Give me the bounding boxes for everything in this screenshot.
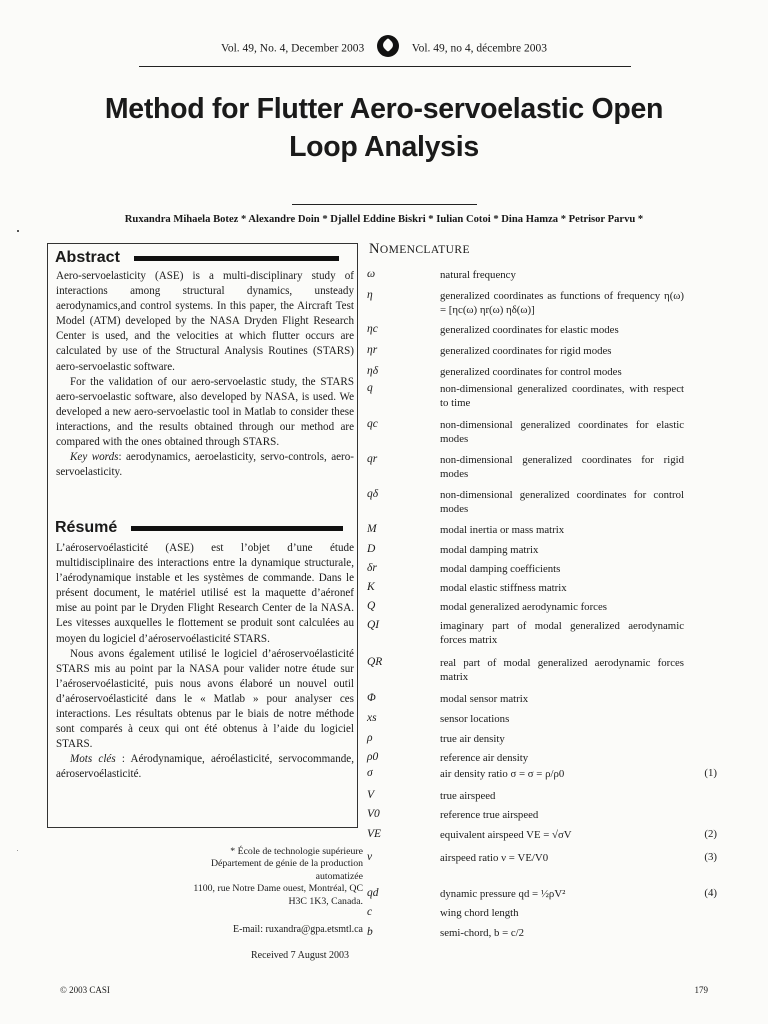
- nomenclature-definition: generalized coordinates as functions of frequency η(ω) = [ηc(ω) ηr(ω) ηδ(ω)]: [440, 290, 684, 316]
- nomenclature-definition: natural frequency: [440, 269, 516, 281]
- nomenclature-symbol: qd: [367, 887, 379, 899]
- affiliation: [103, 846, 363, 908]
- nomenclature-symbol: QI: [367, 619, 380, 631]
- nomenclature-definition: reference air density: [440, 752, 529, 764]
- nomenclature-definition: modal damping matrix: [440, 544, 539, 556]
- volume-fr: Vol. 49, no 4, décembre 2003: [411, 42, 547, 55]
- paper-title: [60, 90, 708, 166]
- nomenclature-symbol: QR: [367, 656, 383, 668]
- nomenclature-definition: generalized coordinates for control modes: [440, 366, 622, 378]
- affil-line: Département de génie de la production: [210, 858, 363, 870]
- nomenclature-symbol: ρ: [367, 732, 373, 744]
- affil-line: H3C 1K3, Canada.: [288, 895, 363, 907]
- abstract-heading: [55, 249, 339, 267]
- nomenclature-definition: modal inertia or mass matrix: [440, 524, 565, 536]
- nomenclature-definition: real part of modal generalized aerodynamic forces matrix: [440, 657, 684, 683]
- nomenclature-definition: modal sensor matrix: [440, 693, 529, 705]
- affil-line: 1100, rue Notre Dame ouest, Montréal, QC: [193, 883, 363, 895]
- nomenclature-symbol: ηδ: [367, 365, 379, 377]
- nomenclature-symbol: η: [367, 289, 373, 301]
- page-number: 179: [694, 985, 708, 995]
- mots-cles-label: Mots clés: [70, 753, 116, 766]
- nomenclature-definition: dynamic pressure qd = ½ρV²: [440, 888, 566, 900]
- nomenclature-definition: modal damping coefficients: [440, 563, 561, 575]
- copyright: © 2003 CASI: [60, 985, 110, 995]
- title-line-2: Loop Analysis: [289, 131, 479, 163]
- nomenclature-definition: generalized coordinates for rigid modes: [440, 345, 612, 357]
- nomenclature-symbol: V0: [367, 808, 380, 820]
- header-rule: [139, 66, 631, 67]
- nomenclature-cap: N: [369, 241, 380, 257]
- resume-p1: L’aéroservoélasticité (ASE) est l’objet d’une étude multidisciplinaire des interactions entre la dynamique structurale, l’aérodynamique instable et les systèmes de commande. Dans le présent document, le matériel utilisé est la maquette d’aéronef mise au point par le Dryden Flight Research Center de la NASA. Les vitesses auxquelles le flottement se produit sont calculées au moyen du logiciel d’aéroservoélasticité STARS.: [56, 542, 354, 645]
- nomenclature-definition: non-dimensional generalized coordinates for elastic modes: [440, 419, 684, 445]
- nomenclature-definition: air density ratio σ = σ = ρ/ρ0: [440, 768, 565, 780]
- nomenclature-definition: true air density: [440, 733, 505, 745]
- abstract-p2: For the validation of our aero-servoelastic study, the STARS aero-servoelastic software, also developed by NASA, is used. We developed a new aero-servoelastic tool in Matlab to consider these interactions, and the results obtained through our method are compared with the ones obtained through STARS.: [56, 375, 354, 449]
- abstract-p1: Aero-servoelasticity (ASE) is a multi-disciplinary study of interactions among structural dynamics, unsteady aerodynamics,and control systems. In this paper, the Aircraft Test Model (ATM) developed by the NASA Dryden Flight Research Center is used, and the velocities at which flutter occurs are calculated by use of the Structural Analysis Routines (STARS) aero-servoelastic software.: [56, 270, 354, 373]
- nomenclature-symbol: Q: [367, 600, 376, 612]
- nomenclature-symbol: qc: [367, 418, 378, 430]
- nomenclature-definition: true airspeed: [440, 790, 496, 802]
- abstract-text: [56, 269, 354, 480]
- nomenclature-definition: generalized coordinates for elastic modes: [440, 324, 619, 336]
- affil-line: * École de technologie supérieure: [230, 846, 363, 857]
- nomenclature-symbol: b: [367, 926, 373, 938]
- nomenclature-definition: modal elastic stiffness matrix: [440, 582, 567, 594]
- mots-cles-text: : Aérodynamique, aéroélasticité, servocommande, aéroservoélasticité.: [56, 753, 354, 781]
- maple-leaf-logo-icon: [377, 35, 399, 57]
- keywords-text: : aerodynamics, aeroelasticity, servo-controls, aero-servoelasticity.: [56, 451, 354, 479]
- nomenclature-definition: modal generalized aerodynamic forces: [440, 601, 607, 613]
- equation-number: (4): [704, 887, 717, 899]
- nomenclature-symbol: ρ0: [367, 751, 379, 763]
- scan-mark: [17, 850, 18, 851]
- nomenclature-rest: OMENCLATURE: [379, 244, 470, 256]
- abstract-keywords: [56, 450, 354, 480]
- nomenclature-symbol: VE: [367, 828, 382, 840]
- nomenclature-symbol: ν: [367, 851, 373, 863]
- nomenclature-definition: equivalent airspeed VE = √σV: [440, 829, 572, 841]
- nomenclature-symbol: σ: [367, 767, 373, 779]
- author-list: Ruxandra Mihaela Botez * Alexandre Doin * Djallel Eddine Biskri * Iulian Cotoi * Dina Hamza * Petrisor Parvu *: [124, 214, 644, 225]
- nomenclature-symbol: Φ: [367, 692, 376, 704]
- author-email: E-mail: ruxandra@gpa.etsmtl.ca: [233, 924, 363, 935]
- nomenclature-symbol: xs: [367, 712, 377, 724]
- equation-number: (2): [704, 828, 717, 840]
- nomenclature-symbol: q: [367, 382, 373, 394]
- nomenclature-symbol: c: [367, 906, 373, 918]
- nomenclature-symbol: K: [367, 581, 375, 593]
- nomenclature-definition: non-dimensional generalized coordinates for control modes: [440, 489, 684, 515]
- resume-heading-text: Résumé: [55, 519, 118, 536]
- affil-line: automatizée: [315, 870, 363, 882]
- resume-keywords: [56, 752, 354, 782]
- resume-heading: [55, 519, 343, 537]
- received-date: Received 7 August 2003: [250, 950, 350, 961]
- nomenclature-symbol: qr: [367, 453, 378, 465]
- resume-p2: Nous avons également utilisé le logiciel d’aéroservoélasticité STARS mis au point par la NASA pour valider notre étude sur l’aéroservoélasticité, puis nous avons élaboré un nouvel outil d’aéroservoélasticité dans le « Matlab » pour analyser ces interactions. Les résultats obtenus par le biais de notre méthode sont comparés à ceux qui ont été obtenus à l’aide du logiciel STARS.: [56, 647, 354, 751]
- nomenclature-symbol: ω: [367, 268, 376, 280]
- nomenclature-definition: airspeed ratio ν = VE/V0: [440, 852, 549, 864]
- nomenclature-definition: wing chord length: [440, 907, 519, 919]
- nomenclature-symbol: ηc: [367, 323, 378, 335]
- nomenclature-definition: reference true airspeed: [440, 809, 539, 821]
- nomenclature-symbol: ηr: [367, 344, 378, 356]
- nomenclature-symbol: M: [367, 523, 377, 535]
- title-rule: [292, 204, 477, 205]
- nomenclature-symbol: qδ: [367, 488, 379, 500]
- equation-number: (1): [704, 767, 717, 779]
- heading-bar: [131, 526, 343, 531]
- equation-number: (3): [704, 851, 717, 863]
- title-line-1: Method for Flutter Aero-servoelastic Open: [104, 93, 664, 125]
- nomenclature-heading: [369, 241, 470, 258]
- nomenclature-definition: semi-chord, b = c/2: [440, 927, 525, 939]
- journal-header: [0, 38, 768, 60]
- abstract-heading-text: Abstract: [55, 249, 120, 266]
- keywords-label: Key words: [70, 451, 119, 464]
- scan-mark: [17, 230, 19, 232]
- nomenclature-symbol: V: [367, 789, 375, 801]
- resume-text: [56, 541, 354, 783]
- nomenclature-definition: imaginary part of modal generalized aerodynamic forces matrix: [440, 620, 684, 646]
- nomenclature-definition: sensor locations: [440, 713, 510, 725]
- nomenclature-symbol: δr: [367, 562, 377, 574]
- volume-en: Vol. 49, No. 4, December 2003: [221, 42, 365, 55]
- nomenclature-symbol: D: [367, 543, 376, 555]
- heading-bar: [134, 256, 339, 261]
- nomenclature-definition: non-dimensional generalized coordinates, with respect to time: [440, 383, 684, 409]
- nomenclature-definition: non-dimensional generalized coordinates for rigid modes: [440, 454, 684, 480]
